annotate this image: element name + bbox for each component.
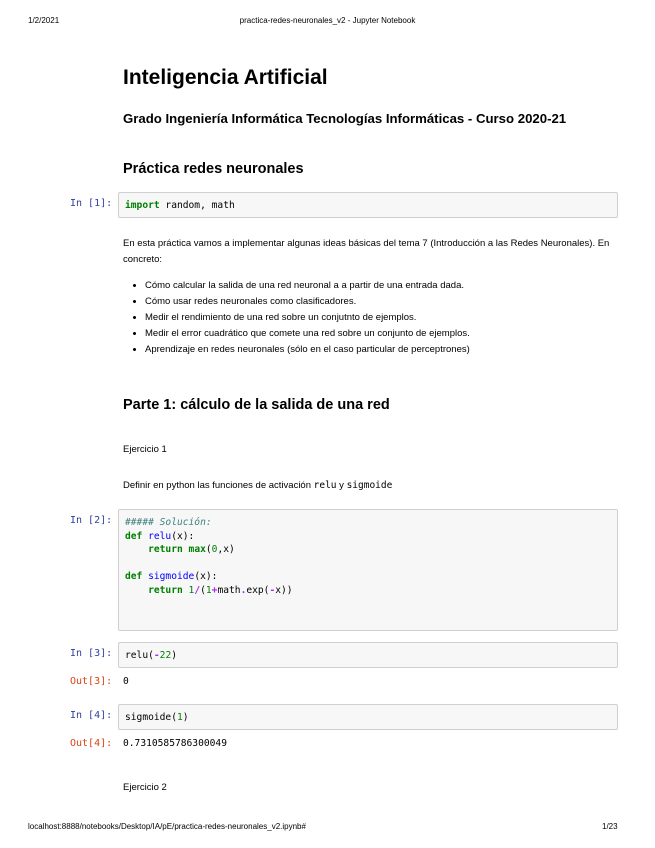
- cell-3-out-prompt: Out[3]:: [70, 676, 113, 687]
- topic-list-item: • Medir el rendimiento de una red sobre un conjutnto de ejemplos.: [145, 310, 645, 326]
- heading-2: Grado Ingeniería Informática Tecnologías Informáticas - Curso 2020-21: [123, 111, 567, 126]
- cell-3-output: 0: [123, 676, 129, 687]
- cell-3-prompt: In [3]:: [70, 648, 113, 659]
- heading-3: Práctica redes neuronales: [123, 161, 304, 177]
- part-1-heading: Parte 1: cálculo de la salida de una red: [123, 397, 390, 413]
- topic-list-item: • Medir el error cuadrático que comete una red sobre un conjunto de ejemplos.: [145, 326, 645, 342]
- print-title: practica-redes-neuronales_v2 - Jupyter Notebook: [239, 16, 416, 25]
- cell-2-prompt: In [2]:: [70, 515, 113, 526]
- topic-list: [123, 278, 645, 358]
- exercise-1-text: [123, 478, 623, 494]
- topic-list-item: • Aprendizaje en redes neuronales (sólo en el caso particular de perceptrones): [145, 342, 645, 358]
- topic-list-item: • Cómo calcular la salida de una red neuronal a a partir de una entrada dada.: [145, 278, 645, 294]
- cell-4-out-prompt: Out[4]:: [70, 738, 113, 749]
- code-cell-3-source: relu(-22): [125, 650, 178, 661]
- code-cell-1[interactable]: [118, 192, 618, 218]
- code-cell-1-source: import random, math: [125, 200, 235, 211]
- code-cell-2[interactable]: [118, 509, 618, 631]
- print-date: 1/2/2021: [28, 16, 60, 25]
- cell-4-output: 0.7310585786300049: [123, 738, 227, 749]
- print-page-number: 1/23: [602, 822, 618, 831]
- code-cell-4[interactable]: [118, 704, 618, 730]
- cell-4-prompt: In [4]:: [70, 710, 113, 721]
- code-cell-2-source: ##### Solución: def relu(x): return max(0,x) def sigmoide(x): return 1/(1+math.exp(-x)): [125, 517, 293, 596]
- inline-code-relu: relu: [313, 480, 337, 491]
- exercise-1-text-part: Definir en python las funciones de activación: [123, 480, 314, 491]
- exercise-2-label: Ejercicio 2: [123, 782, 167, 793]
- exercise-1-label: Ejercicio 1: [123, 444, 167, 455]
- intro-paragraph: En esta práctica vamos a implementar algunas ideas básicas del tema 7 (Introducción a las Redes Neuronales). En concreto:: [123, 238, 610, 265]
- code-cell-3[interactable]: [118, 642, 618, 668]
- print-url: localhost:8888/notebooks/Desktop/IA/pE/practica-redes-neuronales_v2.ipynb#: [28, 822, 306, 831]
- topic-list-item: • Cómo usar redes neuronales como clasificadores.: [145, 294, 645, 310]
- code-cell-4-source: sigmoide(1): [125, 712, 189, 723]
- inline-code-sigmoide: sigmoide: [346, 480, 393, 491]
- heading-1: Inteligencia Artificial: [123, 66, 328, 89]
- cell-1-prompt: In [1]:: [70, 198, 113, 209]
- exercise-1-text-part: y: [336, 480, 347, 491]
